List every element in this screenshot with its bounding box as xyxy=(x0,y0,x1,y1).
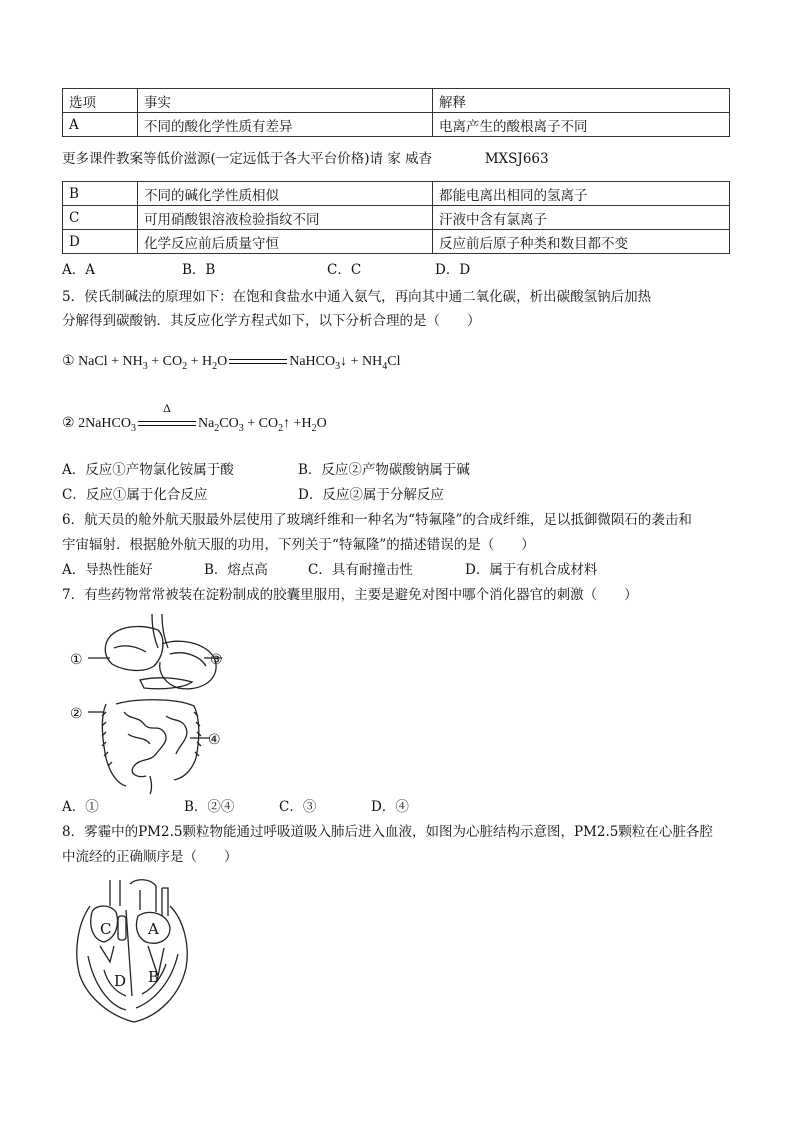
label-3: ③ xyxy=(210,652,223,668)
option-a[interactable]: A．A xyxy=(62,262,95,278)
option-b[interactable]: B．反应②产物碳酸钠属于碱 xyxy=(298,462,470,478)
option-d[interactable]: D．反应②属于分解反应 xyxy=(298,487,444,503)
table-cell: 电离产生的酸根离子不同 xyxy=(433,113,730,137)
equation-2: ② 2NaHCO$_3$ Δ $Na_2CO_3$ + $CO_2↑ +H_2O$ xyxy=(62,400,327,434)
table-row xyxy=(63,89,730,113)
q5-options-row1 xyxy=(62,459,470,481)
q6-options xyxy=(62,559,597,581)
stomach-shape xyxy=(160,641,216,689)
heat-symbol: Δ xyxy=(163,400,171,415)
label-2: ② xyxy=(70,706,83,722)
promo-text: 更多课件教案等低价滋源(一定远低于各大平台价格)请 家 威杳 xyxy=(62,151,433,167)
option-b[interactable]: B．②④ xyxy=(184,799,235,815)
promo-code: MXSJ663 xyxy=(484,151,549,167)
option-d[interactable]: D．D xyxy=(435,262,471,278)
eq-term: O xyxy=(316,416,327,431)
q8-stem-line2: 中流经的正确顺序是（ ） xyxy=(62,849,238,865)
eq-term: ↓ + NH xyxy=(340,354,383,369)
option-a[interactable]: A．① xyxy=(62,799,99,815)
table-row xyxy=(63,113,730,137)
q6-stem-line1: 6．航天员的舱外航天服最外层使用了玻璃纤维和一种名为“特氟隆”的合成纤维，足以抵御微陨石的袭击和 xyxy=(62,512,692,528)
q5-options-row2 xyxy=(62,484,444,506)
label-c: C xyxy=(100,920,112,938)
table-cell: 事实 xyxy=(138,89,433,113)
table-cell: 化学反应前后质量守恒 xyxy=(138,230,433,254)
table-cell: A xyxy=(63,113,138,137)
eq-term: ↑ +H xyxy=(283,416,312,431)
eq-term: 2NaHCO xyxy=(78,416,131,431)
label-a: A xyxy=(148,920,159,938)
q7-stem: 7．有些药物常常被装在淀粉制成的胶囊里服用，主要是避免对图中哪个消化器官的刺激（ ） xyxy=(62,587,638,603)
answer-table-top xyxy=(62,88,730,137)
eq-term: CO xyxy=(219,416,239,431)
label-d: D xyxy=(114,972,127,990)
eq-term: NaCl + NH xyxy=(78,354,143,369)
option-b[interactable]: B．熔点高 xyxy=(204,562,268,578)
table-row xyxy=(63,182,730,206)
option-c[interactable]: C．③ xyxy=(279,799,317,815)
label-4: ④ xyxy=(208,732,221,748)
q4-options xyxy=(62,259,470,281)
eq-number: ② xyxy=(62,416,75,431)
eq-term: + CO xyxy=(147,354,183,369)
table-cell: D xyxy=(63,230,138,254)
eq-term: + CO xyxy=(243,416,279,431)
eq-term: Na xyxy=(197,416,215,431)
digestive-system-diagram xyxy=(66,608,236,798)
option-a[interactable]: A．导热性能好 xyxy=(62,562,153,578)
option-c[interactable]: C．C xyxy=(327,262,362,278)
q5-stem-line2: 分解得到碳酸钠．其反应化学方程式如下，以下分析合理的是（ ） xyxy=(62,313,481,329)
table-cell: 解释 xyxy=(433,89,730,113)
table-cell: 可用硝酸银溶液检验指纹不同 xyxy=(138,206,433,230)
option-d[interactable]: D．④ xyxy=(371,799,409,815)
table-cell: C xyxy=(63,206,138,230)
option-d[interactable]: D．属于有机合成材料 xyxy=(465,562,598,578)
heart-diagram xyxy=(70,876,200,1026)
table-cell: 不同的碱化学性质相似 xyxy=(138,182,433,206)
table-cell: 反应前后原子种类和数目都不变 xyxy=(433,230,730,254)
table-cell: 不同的酸化学性质有差异 xyxy=(138,113,433,137)
eq-number: ① xyxy=(62,354,75,369)
option-c[interactable]: C．具有耐撞击性 xyxy=(308,562,413,578)
eq-term: O xyxy=(217,354,228,369)
table-cell: 都能电离出相同的氢离子 xyxy=(433,182,730,206)
eq-term: Cl xyxy=(387,354,401,369)
equation-1: ① NaCl + $NH_3 + CO_2 + H_2O$ NaHCO$_3$↓ + $NH_4Cl$ xyxy=(62,354,401,372)
heart-outline xyxy=(77,906,187,1022)
option-c[interactable]: C．反应①属于化合反应 xyxy=(62,487,208,503)
option-a[interactable]: A．反应①产物氯化铵属于酸 xyxy=(62,462,234,478)
eq-term: NaHCO xyxy=(289,354,336,369)
option-b[interactable]: B．B xyxy=(182,262,216,278)
heat-equals-sign xyxy=(136,400,198,431)
table-cell: 选项 xyxy=(63,89,138,113)
table-cell: B xyxy=(63,182,138,206)
table-row xyxy=(63,230,730,254)
equals-sign xyxy=(227,355,289,369)
eq-term: + H xyxy=(187,354,213,369)
q8-stem-line1: 8．雾霾中的PM2.5颗粒物能通过呼吸道吸入肺后进入血液，如图为心脏结构示意图，PM2.5颗粒在心脏各腔 xyxy=(62,824,713,840)
label-1: ① xyxy=(70,652,83,668)
answer-table-bottom xyxy=(62,181,730,254)
table-cell: 汗液中含有氯离子 xyxy=(433,206,730,230)
table-row xyxy=(63,206,730,230)
q6-stem-line2: 宇宙辐射．根据舱外航天服的功用，下列关于“特氟隆”的描述错误的是（ ） xyxy=(62,537,535,553)
q5-stem-line1: 5．侯氏制碱法的原理如下：在饱和食盐水中通入氨气，再向其中通二氧化碳，析出碳酸氢钠后加热 xyxy=(62,289,652,305)
label-b: B xyxy=(148,968,160,986)
q7-options xyxy=(62,796,409,818)
promo-line xyxy=(62,148,549,170)
